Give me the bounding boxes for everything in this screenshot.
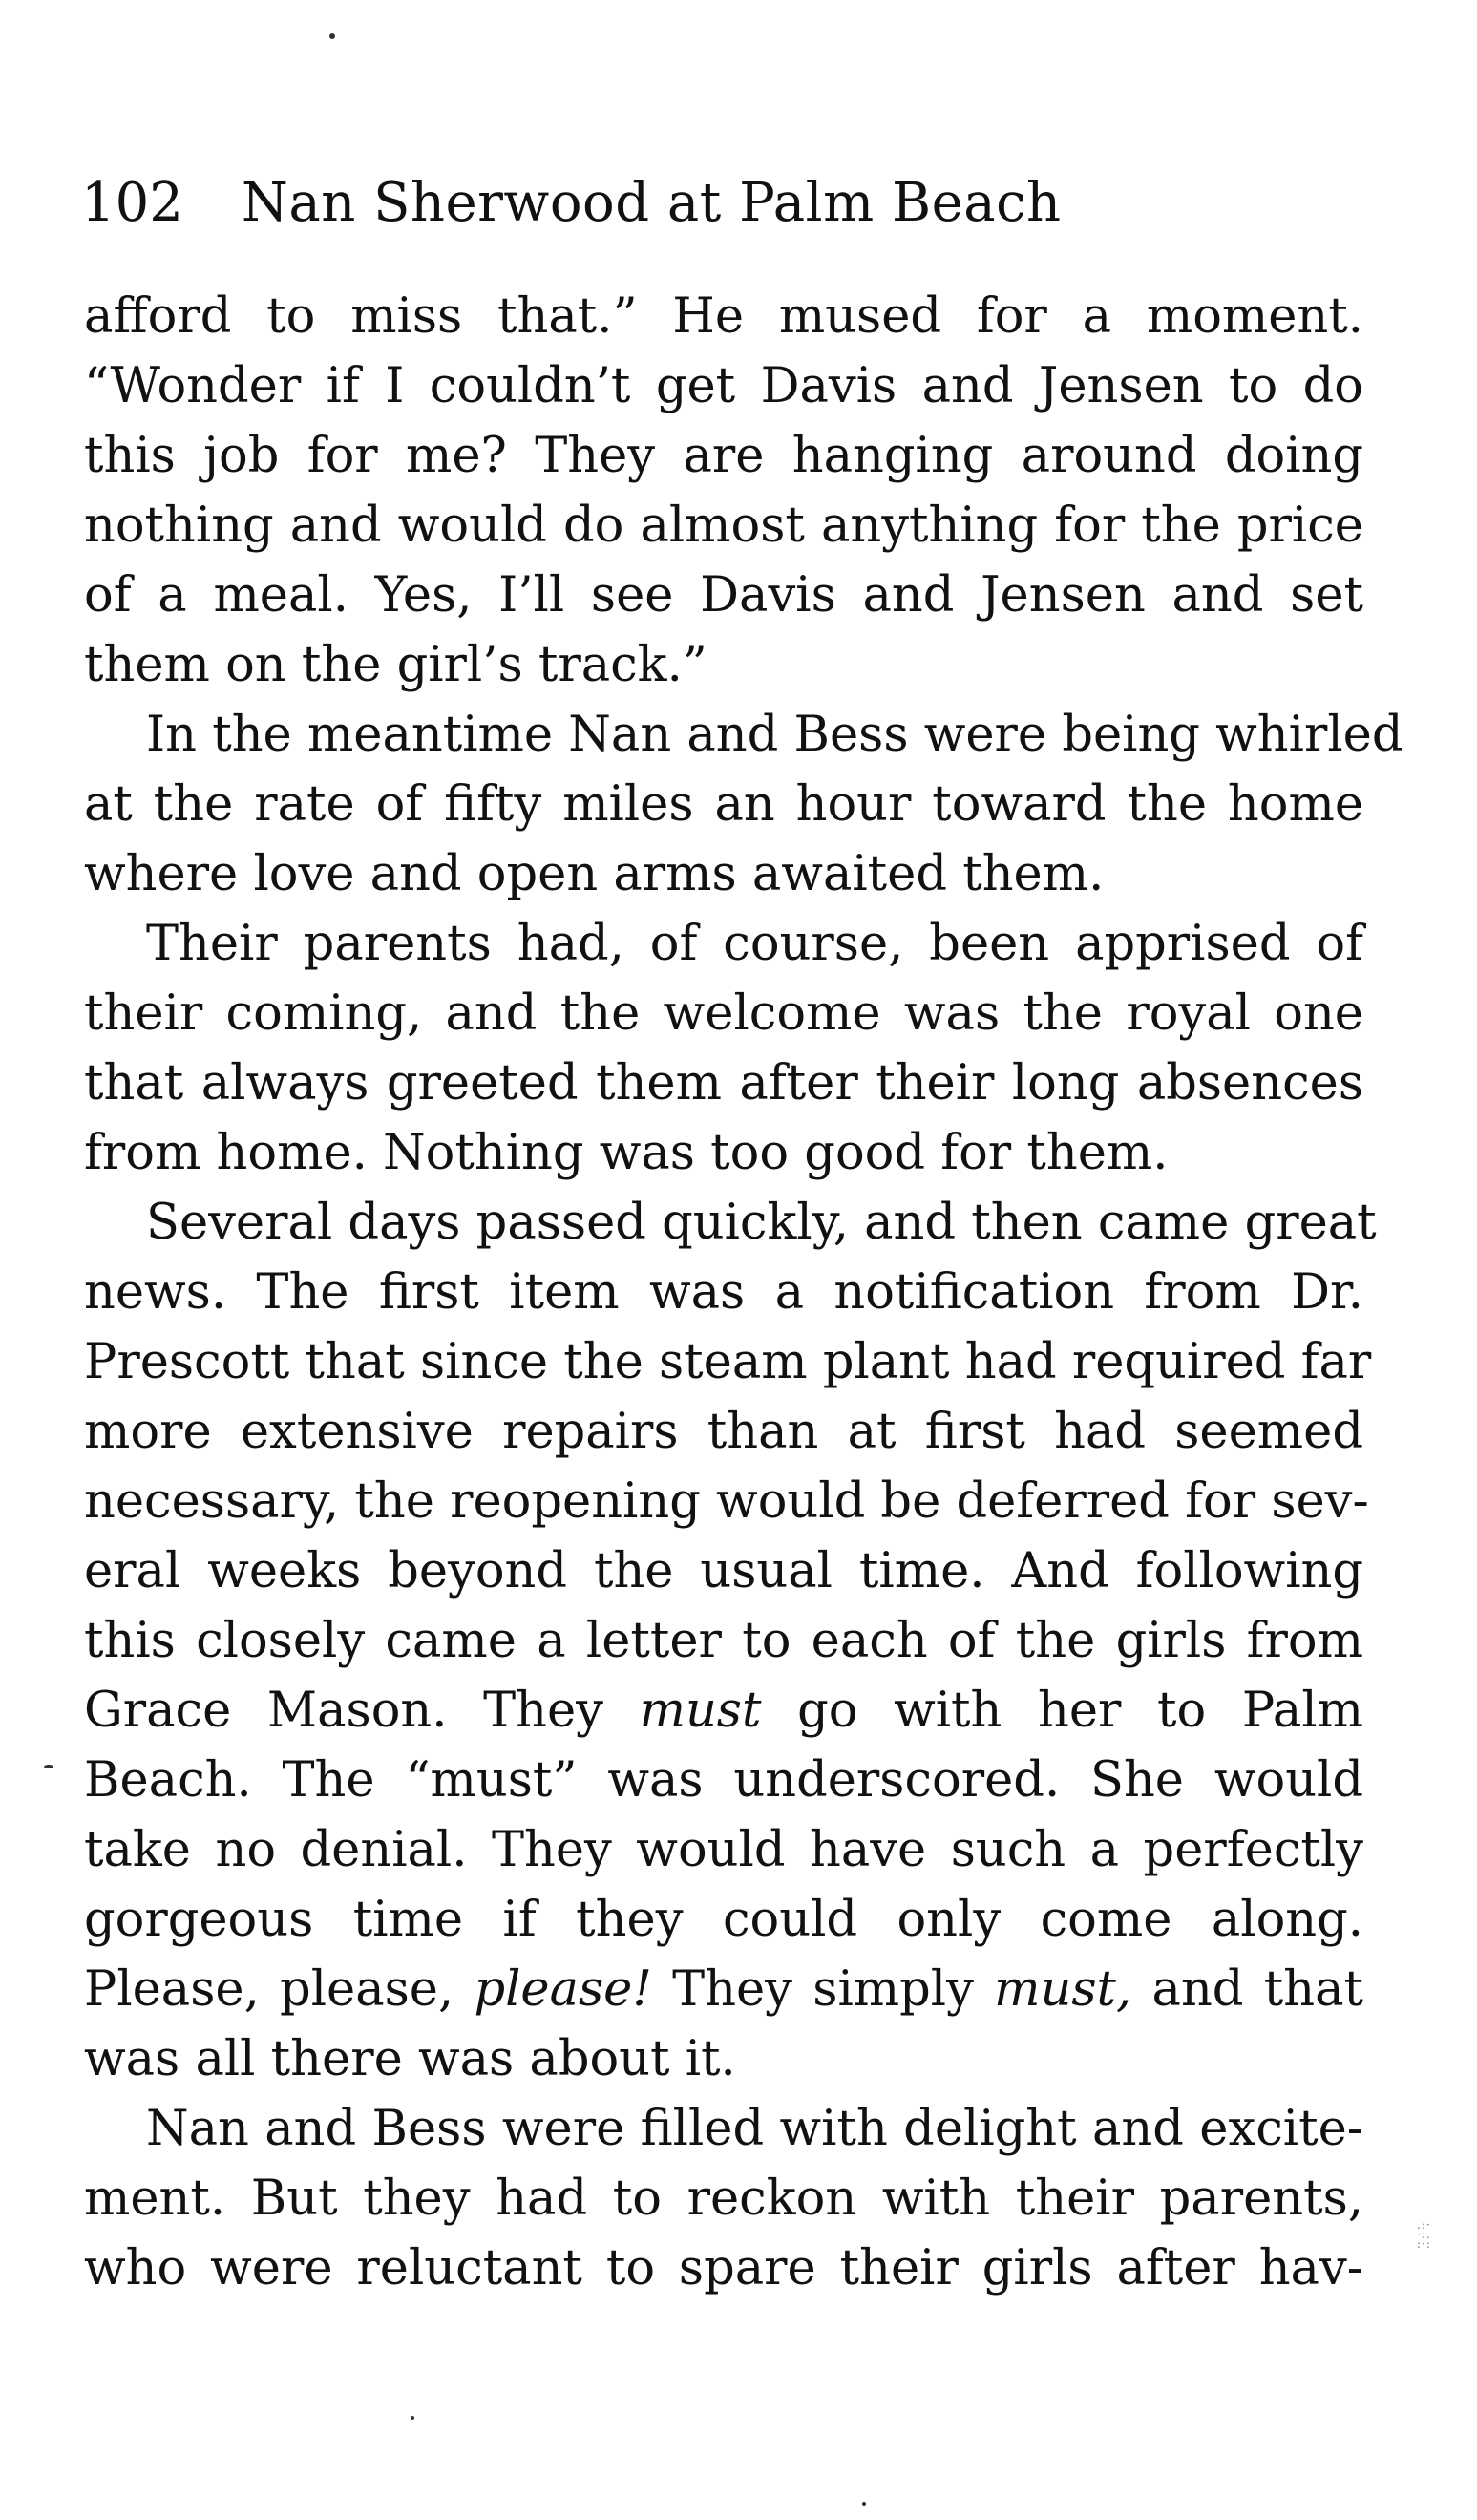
text-line: Their parents had, of course, been apprised of bbox=[146, 916, 1363, 972]
text-line: take no denial. They would have such a perfectly bbox=[84, 1822, 1363, 1878]
text-line: Several days passed quickly, and then came great bbox=[146, 1195, 1377, 1251]
text-line: eral weeks beyond the usual time. And following bbox=[84, 1543, 1363, 1599]
text-line: news. The first item was a notification from Dr. bbox=[84, 1264, 1363, 1321]
text-line: Prescott that since the steam plant had required far bbox=[84, 1334, 1372, 1390]
print-speck bbox=[44, 1765, 53, 1768]
text-line: afford to miss that.” He mused for a moment. bbox=[84, 288, 1363, 345]
text-line: this job for me? They are hanging around doing bbox=[84, 428, 1363, 484]
print-speck bbox=[862, 2502, 866, 2506]
text-line bbox=[84, 1676, 1363, 1746]
page-header bbox=[81, 160, 1380, 246]
running-head: Nan Sherwood at Palm Beach bbox=[241, 172, 1062, 234]
text-line: from home. Nothing was too good for them. bbox=[84, 1125, 1169, 1181]
text-line: them on the girl’s track.” bbox=[84, 637, 707, 693]
text-line: Beach. The “must” was underscored. She would bbox=[84, 1752, 1363, 1809]
text-line: who were reluctant to spare their girls after hav- bbox=[84, 2240, 1363, 2297]
text-line: ment. But they had to reckon with their parents, bbox=[84, 2171, 1363, 2227]
text-run: Please, please, bbox=[84, 1961, 475, 2018]
body-text bbox=[84, 282, 1403, 2303]
text-line: their coming, and the welcome was the royal one bbox=[84, 985, 1363, 1042]
text-line: at the rate of fifty miles an hour toward the home bbox=[84, 776, 1363, 833]
text-line: In the meantime Nan and Bess were being whirled bbox=[146, 707, 1403, 763]
text-line: this closely came a letter to each of the girls from bbox=[84, 1613, 1363, 1669]
page-number: 102 bbox=[81, 172, 183, 234]
text-run: and that bbox=[1131, 1961, 1363, 2018]
text-line: of a meal. Yes, I’ll see Davis and Jensen and set bbox=[84, 567, 1363, 624]
italic-run: must, bbox=[994, 1961, 1132, 2018]
italic-run: please! bbox=[474, 1961, 652, 2018]
text-line: necessary, the reopening would be deferred for sev- bbox=[84, 1473, 1369, 1530]
text-run: go with her to Palm bbox=[761, 1683, 1363, 1739]
text-line: nothing and would do almost anything for the price bbox=[84, 498, 1363, 554]
print-speck bbox=[411, 2416, 414, 2420]
text-run: Grace Mason. They bbox=[84, 1683, 640, 1739]
italic-run: must bbox=[639, 1683, 762, 1739]
text-line: gorgeous time if they could only come along. bbox=[84, 1892, 1363, 1948]
text-line: that always greeted them after their long absences bbox=[84, 1055, 1363, 1112]
text-line bbox=[84, 1955, 1363, 2024]
text-line: Nan and Bess were filled with delight and excite- bbox=[146, 2101, 1363, 2157]
text-run: They simply bbox=[651, 1961, 995, 2018]
text-line: where love and open arms awaited them. bbox=[84, 846, 1105, 902]
print-speck bbox=[329, 33, 335, 39]
text-line: “Wonder if I couldn’t get Davis and Jensen to do bbox=[84, 358, 1363, 414]
text-line: was all there was about it. bbox=[84, 2031, 736, 2087]
print-speckle-cluster: .:· ·:. :·: bbox=[1417, 2218, 1431, 2251]
text-line: more extensive repairs than at first had seemed bbox=[84, 1404, 1363, 1460]
